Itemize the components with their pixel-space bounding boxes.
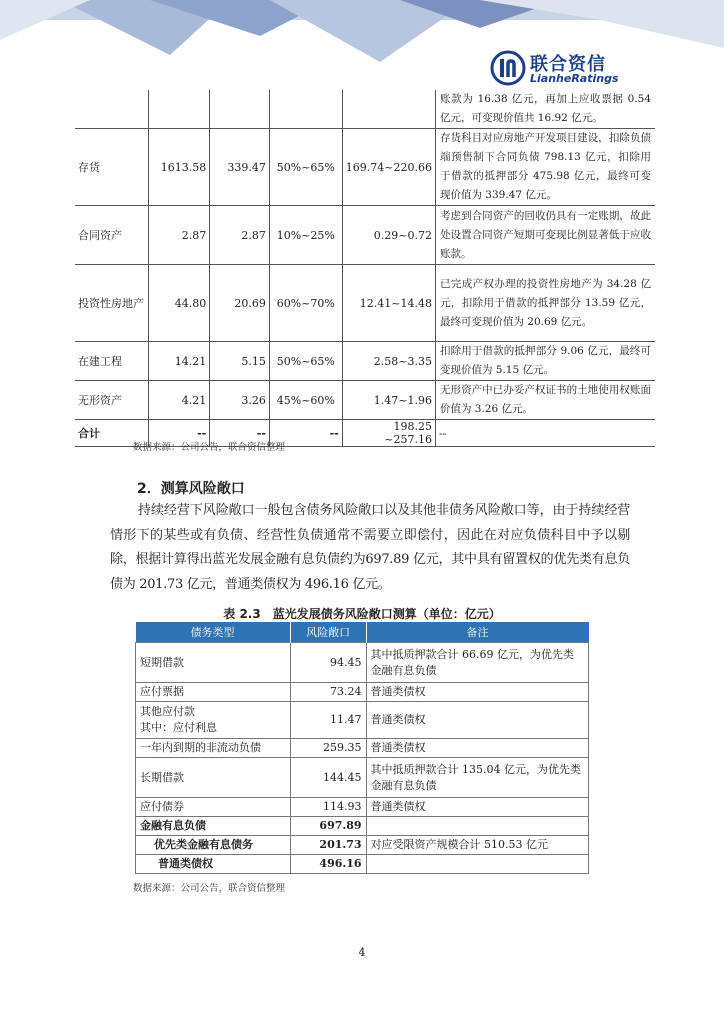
cell-note: 普通类债权 [366, 739, 588, 758]
cell-type-line2: 其中：应付利息 [140, 721, 217, 734]
table-row [75, 265, 655, 342]
cell-note: 考虑到合同资产的回收仍具有一定账期，故此处设置合同资产短期可变现比例显著低于应收账款。 [435, 206, 655, 265]
cell-exposure: 697.89 [290, 817, 366, 836]
cell-item: 合计 [75, 420, 149, 447]
cell-exposure: 259.35 [290, 739, 366, 758]
cell-note: 存货科目对应房地产开发项目建设，扣除负债端预售制下合同负债 798.13 亿元，扣除用于借款的抵押部分 475.98 亿元，最终可变现价值为 339.47 亿元。 [435, 129, 655, 206]
cell-realizable: 3.26 [210, 381, 270, 420]
cell-book: 44.80 [149, 265, 210, 342]
header-exposure: 风险敞口 [290, 622, 366, 643]
debt-table-source: 数据来源：公司公告，联合资信整理 [133, 883, 286, 894]
table-header-row [136, 622, 589, 643]
cell-note: 无形资产中已办妥产权证书的土地使用权账面价值为 3.26 亿元。 [435, 381, 655, 420]
cell-type: 优先类金融有息债务 [136, 836, 291, 855]
table-row [75, 381, 655, 420]
cell-type-line1: 其他应付款 [140, 705, 195, 718]
cell-range: 0.29~0.72 [342, 206, 435, 265]
section-title: 2．测算风险敞口 [137, 481, 245, 497]
cell-note [366, 855, 588, 874]
cell-book [149, 90, 210, 129]
cell-rate: 50%~65% [269, 129, 342, 206]
cell-item: 投资性房地产 [75, 265, 149, 342]
cell-type: 短期借款 [136, 643, 291, 683]
cell-note: 其中抵质押款合计 66.69 亿元，为优先类金融有息负债 [366, 643, 588, 683]
cell-note: -- [435, 420, 655, 447]
cell-note: 账款为 16.38 亿元，再加上应收票据 0.54 亿元，可变现价值共 16.92 亿元。 [435, 90, 655, 129]
cell-note: 普通类债权 [366, 683, 588, 702]
cell-note: 其中抵质押款合计 135.04 亿元，为优先类金融有息负债 [366, 758, 588, 798]
cell-realizable: 2.87 [210, 206, 270, 265]
cell-exposure: 73.24 [290, 683, 366, 702]
cell-note: 扣除用于借款的抵押部分 9.06 亿元，最终可变现价值为 5.15 亿元。 [435, 342, 655, 381]
cell-type: 应付票据 [136, 683, 291, 702]
cell-range: 198.25 ~257.16 [342, 420, 435, 447]
cell-item: 在建工程 [75, 342, 149, 381]
cell-rate: 45%~60% [269, 381, 342, 420]
cell-exposure: 11.47 [290, 702, 366, 739]
debt-table-caption: 表 2.3 蓝光发展债务风险敞口测算（单位：亿元） [223, 607, 501, 621]
table-row [75, 129, 655, 206]
cell-exposure: 201.73 [290, 836, 366, 855]
cell-range: 2.58~3.35 [342, 342, 435, 381]
cell-type [136, 702, 291, 739]
cell-rate: -- [269, 420, 342, 447]
brand-name-en: LianheRatings [530, 72, 619, 85]
cell-book: 4.21 [149, 381, 210, 420]
cell-book: -- [149, 420, 210, 447]
cell-range: 169.74~220.66 [342, 129, 435, 206]
cell-exposure: 94.45 [290, 643, 366, 683]
header-note: 备注 [366, 622, 588, 643]
cell-realizable: 20.69 [210, 265, 270, 342]
cell-book: 1613.58 [149, 129, 210, 206]
cell-note: 普通类债权 [366, 798, 588, 817]
cell-range: 1.47~1.96 [342, 381, 435, 420]
table-row [136, 643, 589, 683]
page-number: 4 [358, 946, 366, 959]
cell-rate: 60%~70% [269, 265, 342, 342]
table-row [136, 817, 589, 836]
cell-note: 普通类债权 [366, 702, 588, 739]
cell-item: 存货 [75, 129, 149, 206]
table-row [136, 758, 589, 798]
cell-item: 合同资产 [75, 206, 149, 265]
brand-logo [490, 50, 620, 88]
cell-rate [269, 90, 342, 129]
cell-note: 对应受限资产规模合计 510.53 亿元 [366, 836, 588, 855]
table-row [75, 90, 655, 129]
cell-note: 已完成产权办理的投资性房地产为 34.28 亿元，扣除用于借款的抵押部分 13.59 亿元，最终可变现价值为 20.69 亿元。 [435, 265, 655, 342]
cell-realizable: -- [210, 420, 270, 447]
cell-rate: 50%~65% [269, 342, 342, 381]
asset-realization-table [75, 90, 655, 447]
cell-type: 一年内到期的非流动负债 [136, 739, 291, 758]
debt-exposure-table [135, 622, 589, 874]
cell-type: 长期借款 [136, 758, 291, 798]
cell-rate: 10%~25% [269, 206, 342, 265]
cell-type: 应付债券 [136, 798, 291, 817]
cell-realizable [210, 90, 270, 129]
header-debt-type: 债务类型 [136, 622, 291, 643]
table-row [136, 702, 589, 739]
cell-item [75, 90, 149, 129]
table-row [136, 798, 589, 817]
table-row [136, 836, 589, 855]
cell-range: 12.41~14.48 [342, 265, 435, 342]
table-row [136, 739, 589, 758]
paragraph-text: 持续经营下风险敞口一般包含债务风险敞口以及其他非债务风险敞口等，由于持续经营情形下的某些或有负债、经营性负债通常不需要立即偿付，因此在对应负债科目中予以剔除，根据计算得出蓝光发展金融有息负债约为697.89 亿元，其中具有留置权的优先类有息负债为 201.73 亿元，普通类债权为 496.16 亿元。 [110, 503, 630, 592]
table-row [136, 855, 589, 874]
cell-book: 2.87 [149, 206, 210, 265]
cell-exposure: 144.45 [290, 758, 366, 798]
table-row [75, 342, 655, 381]
cell-exposure: 496.16 [290, 855, 366, 874]
cell-note [366, 817, 588, 836]
table-row [75, 206, 655, 265]
cell-realizable: 339.47 [210, 129, 270, 206]
cell-range [342, 90, 435, 129]
brand-name-cn: 联合资信 [530, 54, 606, 75]
cell-item: 无形资产 [75, 381, 149, 420]
section-paragraph [110, 499, 630, 597]
cell-book: 14.21 [149, 342, 210, 381]
cell-type: 金融有息负债 [136, 817, 291, 836]
asset-table-source: 数据来源：公司公告，联合资信整理 [133, 442, 286, 453]
cell-type: 普通类债权 [136, 855, 291, 874]
logo-mark-icon [490, 50, 526, 86]
cell-realizable: 5.15 [210, 342, 270, 381]
table-row [136, 683, 589, 702]
cell-exposure: 114.93 [290, 798, 366, 817]
